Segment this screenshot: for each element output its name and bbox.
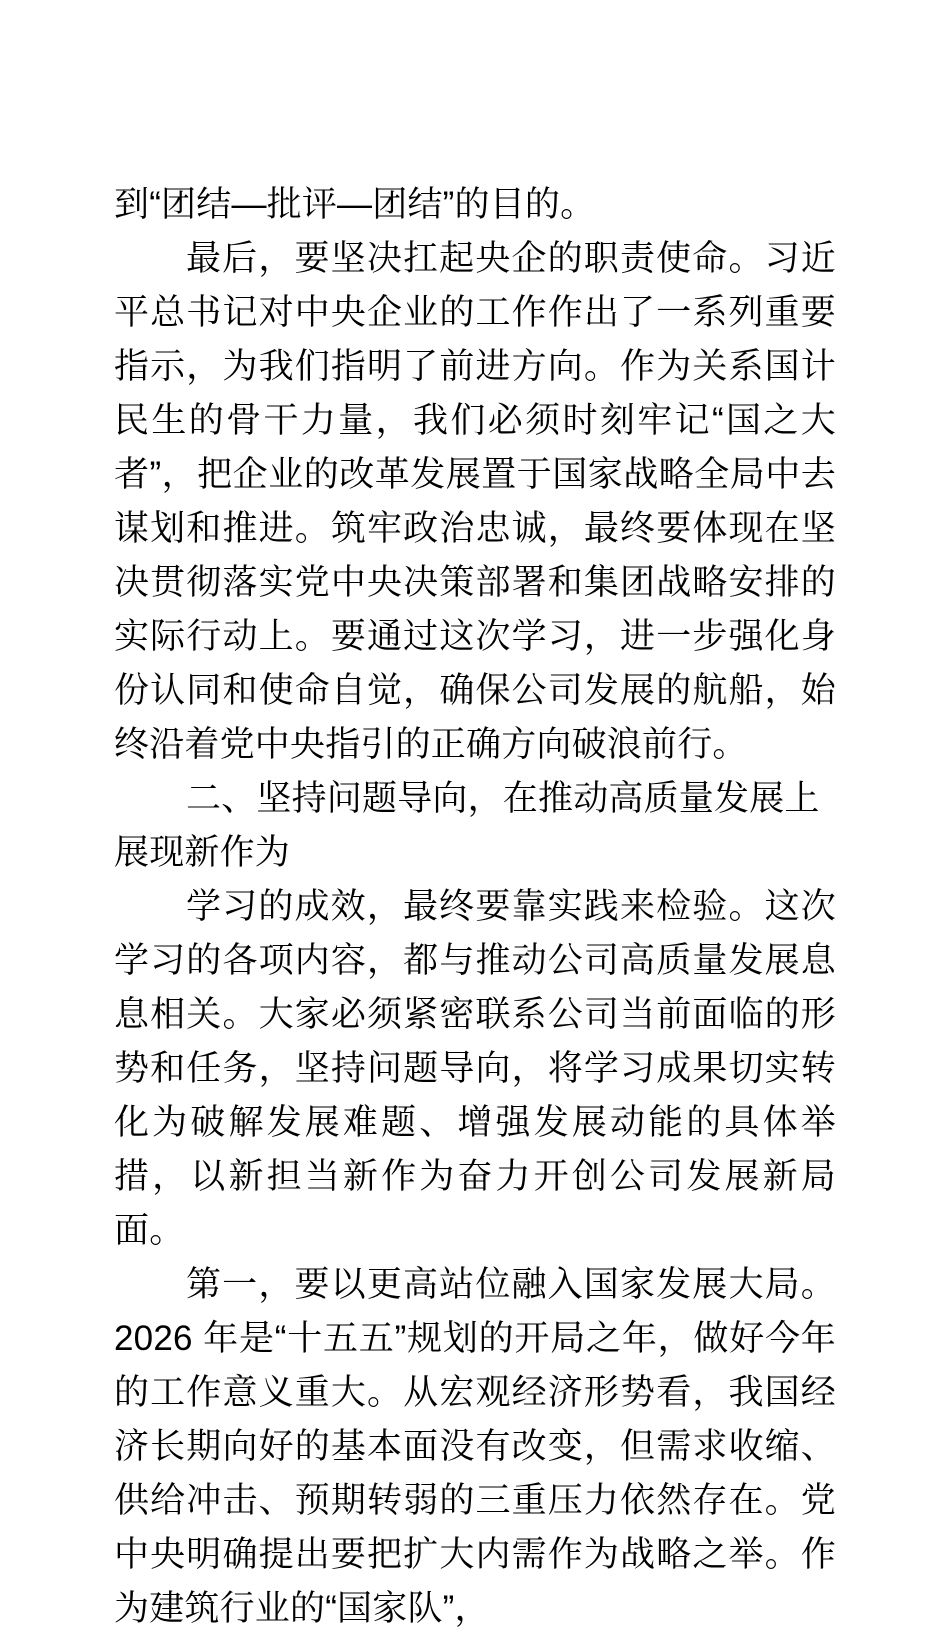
heading-section-two: 二、坚持问题导向，在推动高质量发展上展现新作为 xyxy=(114,779,820,872)
paragraph-xuexi-chengxiao-shijian-jianyan: 学习的成效，最终要靠实践来检验。这次学习的各项内容，都与推动公司高质量发展息息相关。大家必须紧密联系公司当前面临的形势和任务，坚持问题导向，将学习成果切实转化为破解发展难题、增强发展动能的具体举措，以新担当新作为奋力开创公司发展新局面。 xyxy=(114,887,836,1250)
paragraph-diyi-gaozhanwei-guojia-fazhan-daju: 第一，要以更高站位融入国家发展大局。2026 年是“十五五”规划的开局之年，做好今年的工作意义重大。从宏观经济形势看，我国经济长期向好的基本面没有改变，但需求收缩、供给冲击、预期转弱的三重压力依然存在。党中央明确提出要把扩大内需作为战略之举。作为建筑行业的“国家队”， xyxy=(114,1265,836,1628)
paragraph-zuihou-yangqi-zhize-shiming: 最后，要坚决扛起央企的职责使命。习近平总书记对中央企业的工作作出了一系列重要指示，为我们指明了前进方向。作为关系国计民生的骨干力量，我们必须时刻牢记“国之大者”，把企业的改革发展置于国家战略全局中去谋划和推进。筑牢政治忠诚，最终要体现在坚决贯彻落实党中央决策部署和集团战略安排的实际行动上。要通过这次学习，进一步强化身份认同和使命自觉，确保公司发展的航船，始终沿着党中央指引的正确方向破浪前行。 xyxy=(114,239,836,764)
paragraph-tuanjie-piping-tuanjie: 到“团结—批评—团结”的目的。 xyxy=(114,185,596,224)
document-text-body xyxy=(114,178,836,1636)
